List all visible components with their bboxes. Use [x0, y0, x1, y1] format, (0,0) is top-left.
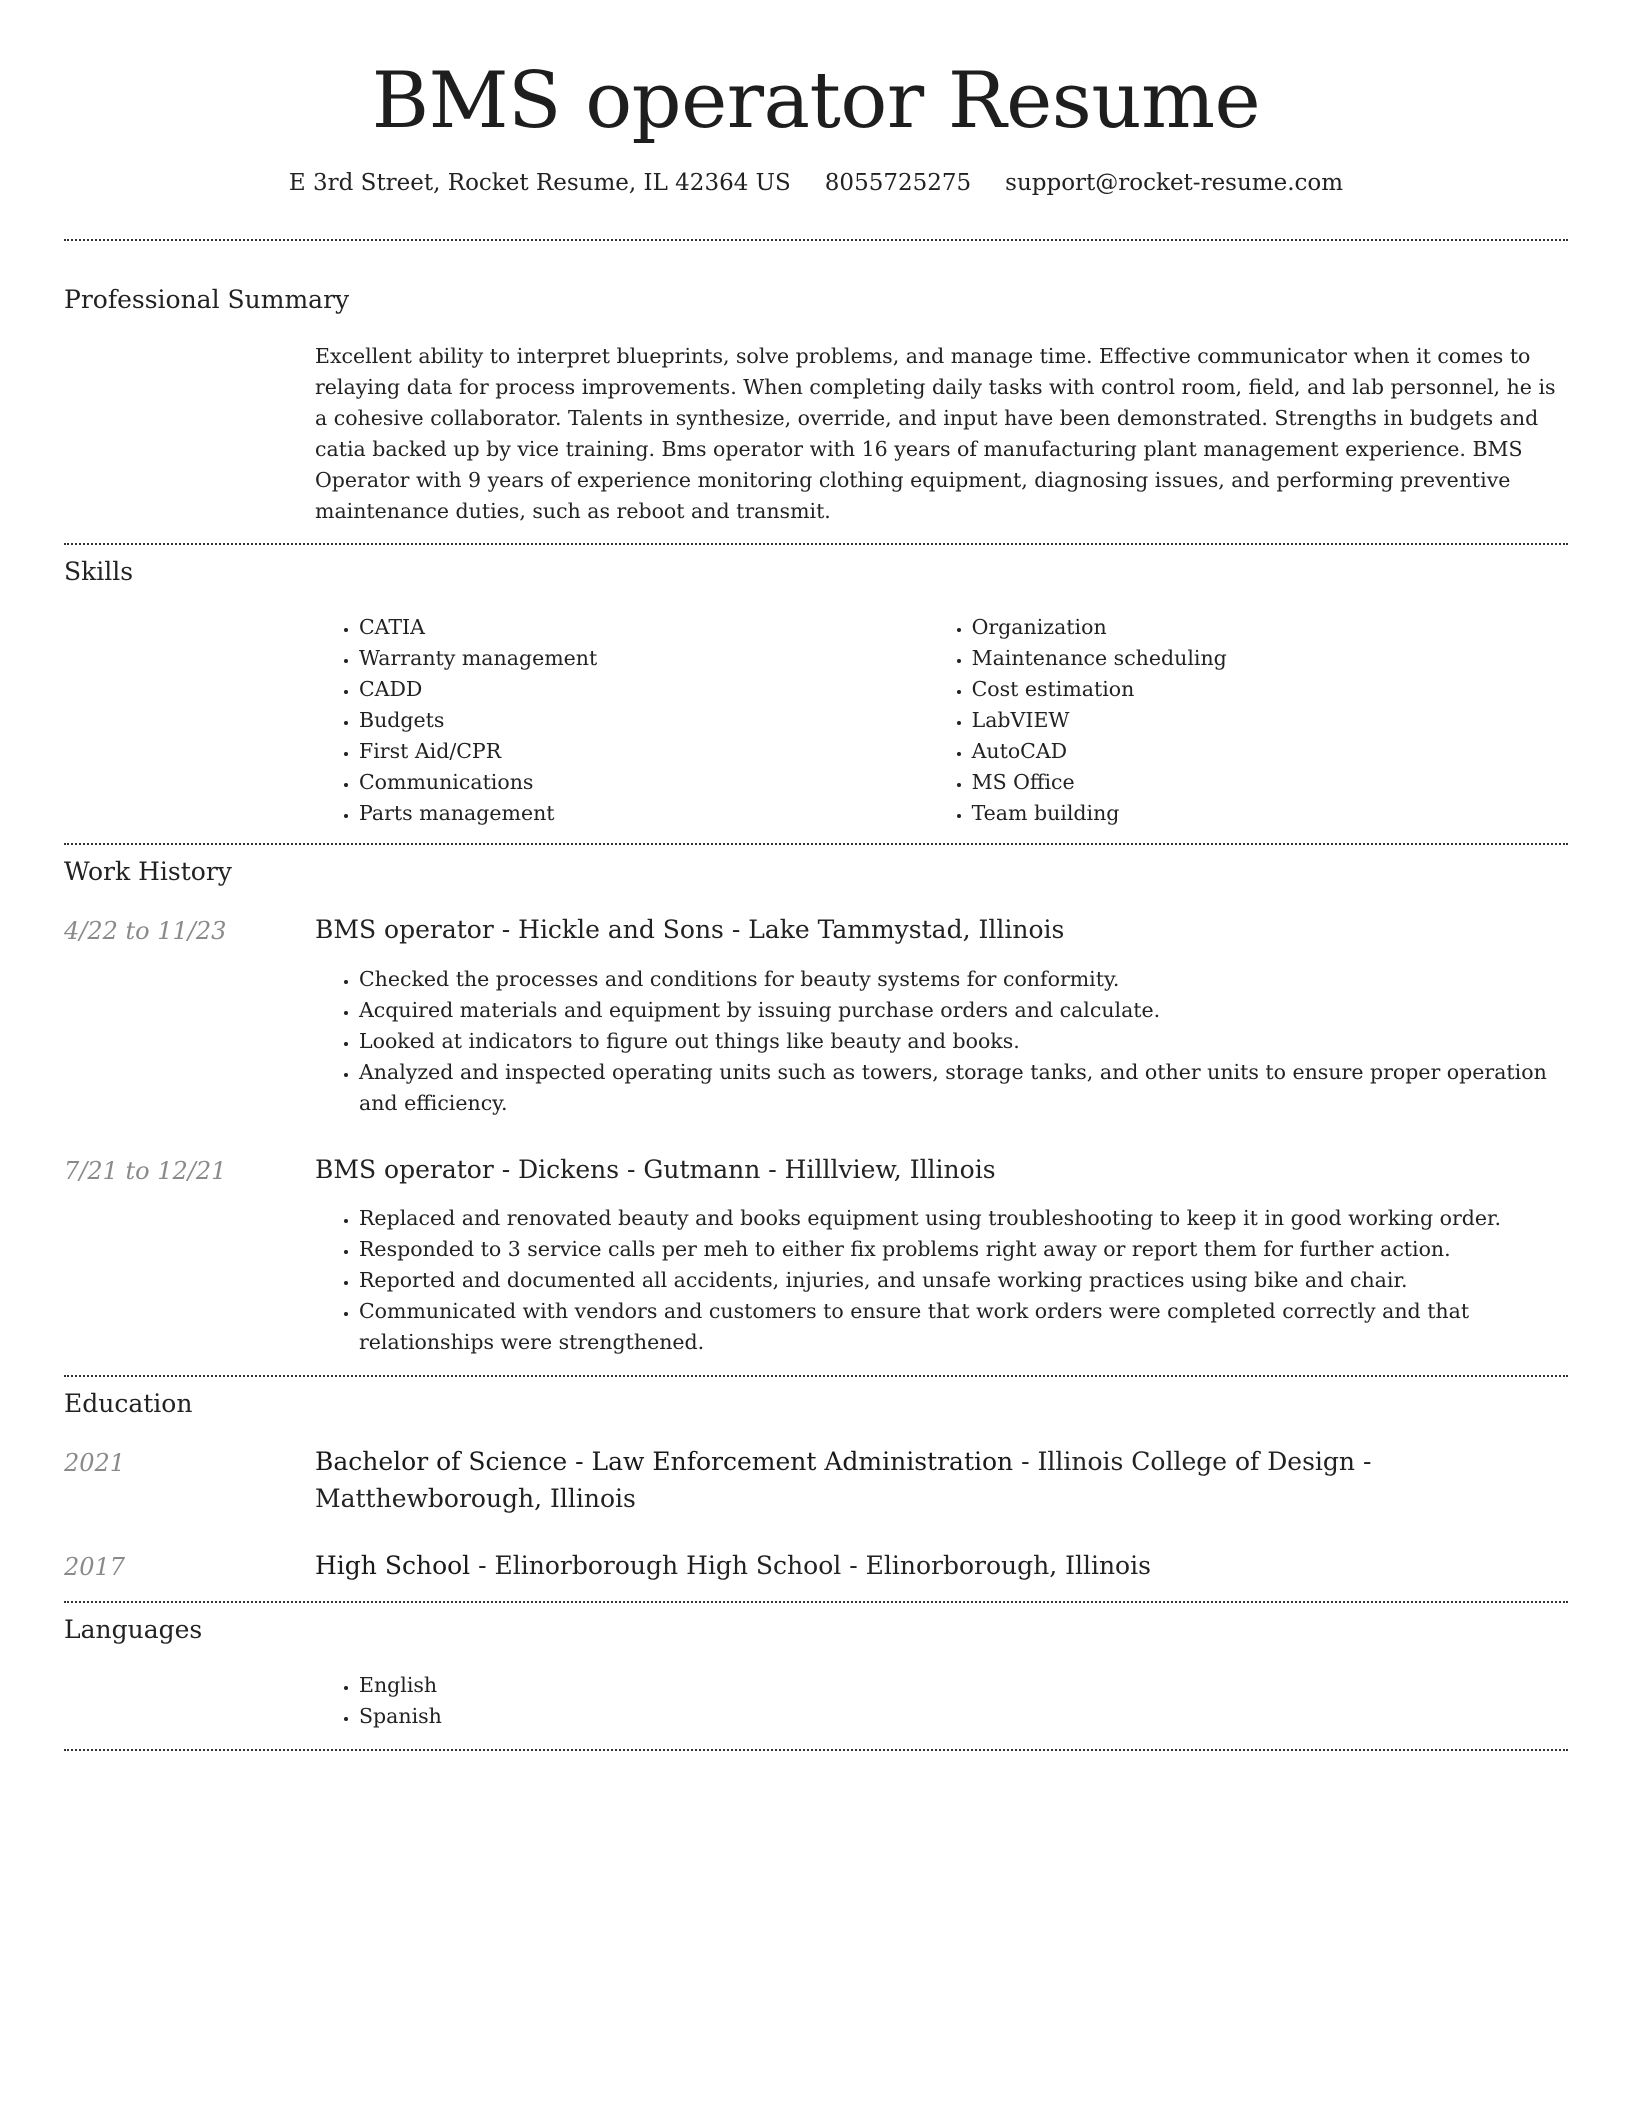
phone: 8055725275 [824, 170, 972, 196]
job-heading: BMS operator - Hickle and Sons - Lake Tammystad, Illinois [315, 915, 1065, 944]
job-bullet-list [315, 964, 1568, 1119]
divider [64, 543, 1568, 545]
divider [64, 843, 1568, 845]
list-item: • Team building [972, 798, 1568, 829]
list-item: • Replaced and renovated beauty and books equipment using troubleshooting to keep it in good working order. [359, 1203, 1568, 1234]
divider [64, 1749, 1568, 1751]
languages-list [315, 1670, 1568, 1732]
job-dates: 7/21 to 12/21 [64, 1157, 227, 1185]
resume-page [64, 0, 1568, 1728]
divider [64, 1375, 1568, 1377]
list-item: • Organization [972, 612, 1568, 643]
list-item: • Analyzed and inspected operating units such as towers, storage tanks, and other units to ensure proper operation and efficiency. [359, 1057, 1568, 1119]
list-item: • Maintenance scheduling [972, 643, 1568, 674]
education-year: 2021 [64, 1449, 126, 1477]
list-item: • Cost estimation [972, 674, 1568, 705]
skills-column-right [928, 612, 1568, 829]
list-item: • Budgets [359, 705, 928, 736]
list-item: • Communicated with vendors and customers to ensure that work orders were completed correctly and that relationships were strengthened. [359, 1296, 1568, 1358]
job-bullets [315, 1203, 1568, 1358]
contact-line [64, 172, 1568, 195]
list-item: • MS Office [972, 767, 1568, 798]
list-item: • Spanish [359, 1701, 1568, 1732]
education-entry [315, 1443, 1568, 1517]
list-item: • CADD [359, 674, 928, 705]
section-title-education: Education [64, 1389, 193, 1418]
list-item: • Responded to 3 service calls per meh to either fix problems right away or report them for further action. [359, 1234, 1568, 1265]
education-details: - Elinorborough High School - Elinorborough, Illinois [470, 1551, 1151, 1580]
list-item: • Communications [359, 767, 928, 798]
education-degree: Bachelor of Science - Law Enforcement Administration [315, 1447, 1014, 1476]
list-item: • LabVIEW [972, 705, 1568, 736]
education-details: - Illinois College of Design - Matthewborough, Illinois [315, 1447, 1372, 1513]
education-year: 2017 [64, 1553, 126, 1581]
education-entry [315, 1547, 1568, 1584]
divider [64, 1601, 1568, 1603]
list-item: • Warranty management [359, 643, 928, 674]
job-bullet-list [315, 1203, 1568, 1358]
list-item: • English [359, 1670, 1568, 1701]
list-item: • Parts management [359, 798, 928, 829]
skills-column-left [315, 612, 928, 829]
list-item: • Reported and documented all accidents, injuries, and unsafe working practices using bike and chair. [359, 1265, 1568, 1296]
email: support@rocket-resume.com [1005, 170, 1344, 196]
job-heading: BMS operator - Dickens - Gutmann - Hilllview, Illinois [315, 1155, 996, 1184]
list-item: • Looked at indicators to figure out things like beauty and books. [359, 1026, 1568, 1057]
skills-list [315, 612, 1568, 829]
job-dates: 4/22 to 11/23 [64, 917, 227, 945]
section-title-summary: Professional Summary [64, 285, 350, 314]
resume-header [64, 0, 1568, 195]
address: E 3rd Street, Rocket Resume, IL 42364 US [288, 170, 791, 196]
summary-text: Excellent ability to interpret blueprints, solve problems, and manage time. Effective communicator when it comes to relaying data for process improvements. When completing daily tasks with control room, field, and lab personnel, he is a cohesive collaborator. Talents in synthesize, override, and input have been demonstrated. Strengths in budgets and catia backed up by vice training. Bms operator with 16 years of manufacturing plant management experience. BMS Operator with 9 years of experience monitoring clothing equipment, diagnosing issues, and performing preventive maintenance duties, such as reboot and transmit. [315, 344, 1556, 523]
section-title-work-history: Work History [64, 857, 232, 886]
list-item: • First Aid/CPR [359, 736, 928, 767]
list-item: • Checked the processes and conditions for beauty systems for conformity. [359, 964, 1568, 995]
resume-title: BMS operator Resume [371, 56, 1261, 146]
list-item: • Acquired materials and equipment by issuing purchase orders and calculate. [359, 995, 1568, 1026]
job-bullets [315, 964, 1568, 1119]
section-title-languages: Languages [64, 1615, 203, 1644]
list-item: • CATIA [359, 612, 928, 643]
section-title-skills: Skills [64, 557, 134, 586]
list-item: • AutoCAD [972, 736, 1568, 767]
divider [64, 239, 1568, 241]
education-degree: High School [315, 1551, 471, 1580]
languages-bullet-list [315, 1670, 1568, 1732]
